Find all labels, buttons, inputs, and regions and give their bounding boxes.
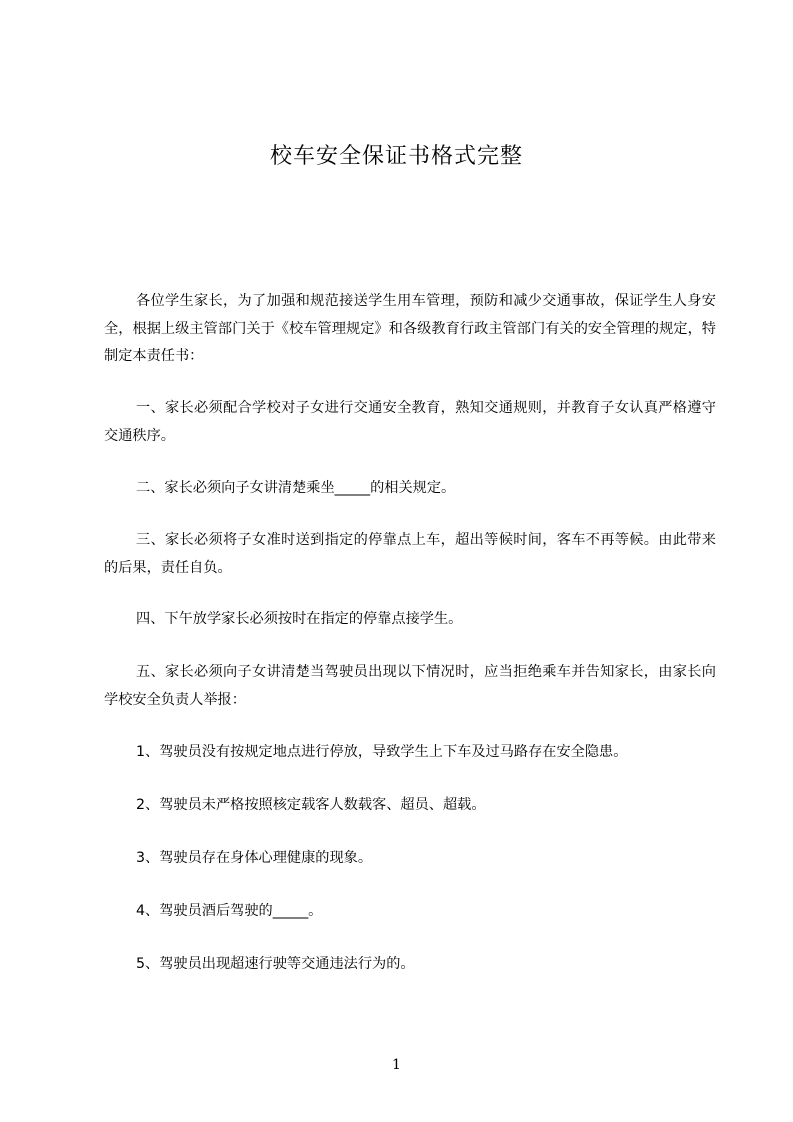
page-number: 1 — [392, 1057, 401, 1073]
list-item-1: 1、驾驶员没有按规定地点进行停放，导致学生上下车及过马路存在安全隐患。 — [136, 744, 628, 760]
clause-4-paragraph: 四、下午放学家长必须按时在指定的停靠点接学生。 — [136, 611, 463, 627]
clause-2-paragraph: 二、家长必须向子女讲清楚乘坐_____的相关规定。 — [136, 480, 456, 496]
clause-1-paragraph: 一、家长必须配合学校对子女进行交通安全教育，熟知交通规则，并教育子女认真严格遵守交通秩序。 — [104, 400, 716, 444]
clause-3-paragraph: 三、家长必须将子女准时送到指定的停靠点上车，超出等候时间，客车不再等候。由此带来的后果，责任自负。 — [104, 532, 716, 576]
list-item-3: 3、驾驶员存在身体心理健康的现象。 — [136, 850, 373, 866]
list-item-2: 2、驾驶员未严格按照核定载客人数载客、超员、超载。 — [136, 797, 486, 813]
document-title: 校车安全保证书格式完整 — [269, 144, 523, 169]
intro-paragraph: 各位学生家长，为了加强和规范接送学生用车管理，预防和减少交通事故，保证学生人身安全，根据上级主管部门关于《校车管理规定》和各级教育行政主管部门有关的安全管理的规定，特制定本责任书： — [104, 293, 716, 364]
list-item-5: 5、驾驶员出现超速行驶等交通违法行为的。 — [136, 956, 415, 972]
clause-5-paragraph: 五、家长必须向子女讲清楚当驾驶员出现以下情况时，应当拒绝乘车并告知家长，由家长向学校安全负责人举报： — [104, 664, 716, 708]
list-item-4: 4、驾驶员酒后驾驶的_____。 — [136, 903, 323, 919]
